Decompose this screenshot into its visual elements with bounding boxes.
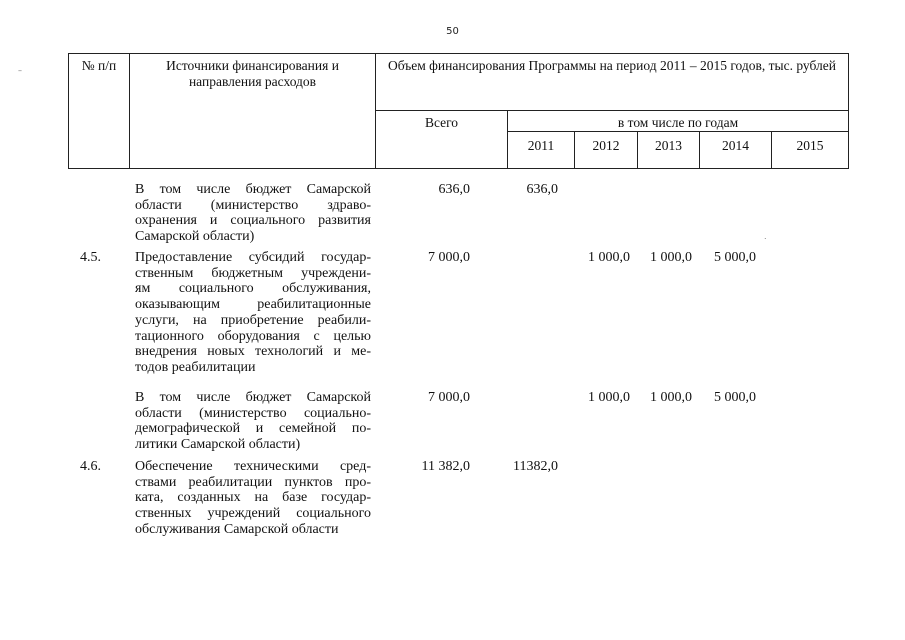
text-line: услуги, на приобретение реабили-	[135, 312, 371, 328]
header-col-by-year: в том числе по годам	[508, 111, 849, 132]
row-value-2012: 1 000,0	[588, 390, 630, 405]
text-line: области (министерство здраво-	[135, 197, 371, 213]
text-line: обслуживания Самарской области	[135, 521, 339, 537]
text-line: демографической и семейной по-	[135, 421, 371, 437]
row-description	[135, 250, 371, 376]
header-col-num: № п/п	[69, 54, 130, 169]
header-year: 2013	[638, 131, 700, 168]
header-col-volume: Объем финансирования Программы на период 2011 – 2015 годов, тыс. рублей	[376, 54, 849, 111]
header-year: 2011	[508, 131, 575, 168]
text-line: Предоставление субсидий государ-	[135, 250, 371, 265]
row-value-2012: 1 000,0	[588, 250, 630, 265]
header-table	[68, 53, 849, 169]
text-line: ям социального обслуживания,	[135, 281, 371, 297]
row-number: 4.5.	[80, 250, 101, 265]
text-line: В том числе бюджет Самарской	[135, 390, 371, 405]
row-description	[135, 182, 371, 245]
text-line: внедрения новых технологий и ме-	[135, 344, 371, 360]
header-year: 2015	[772, 131, 849, 168]
row-value-2013: 1 000,0	[650, 250, 692, 265]
row-value-2011: 636,0	[526, 182, 558, 197]
text-line: В том числе бюджет Самарской	[135, 182, 371, 197]
row-value-2014: 5 000,0	[714, 250, 756, 265]
header-col-source: Источники финансирования и направления расходов	[130, 54, 376, 169]
text-line: литики Самарской области)	[135, 437, 301, 453]
text-line: тационного оборудования с целью	[135, 328, 371, 344]
page-number: 50	[446, 26, 459, 37]
text-line: ственных учреждений социального	[135, 506, 371, 522]
text-line: тодов реабилитации	[135, 359, 256, 375]
row-total: 7 000,0	[428, 390, 470, 405]
text-line: области (министерство социально-	[135, 405, 371, 421]
row-value-2011: 11382,0	[513, 459, 558, 474]
text-line: Обеспечение техническими сред-	[135, 459, 371, 474]
row-total: 11 382,0	[421, 459, 470, 474]
text-line: охранения и социального развития	[135, 213, 371, 229]
row-total: 7 000,0	[428, 250, 470, 265]
scan-mark: –	[18, 66, 22, 75]
row-value-2014: 5 000,0	[714, 390, 756, 405]
row-value-2013: 1 000,0	[650, 390, 692, 405]
text-line: оказывающим реабилитационные	[135, 297, 371, 313]
text-line: ката, созданных на базе государ-	[135, 490, 371, 506]
header-col-total: Всего	[376, 111, 508, 169]
scan-mark: .	[764, 232, 767, 241]
text-line: ствами реабилитации пунктов про-	[135, 474, 371, 490]
header-year: 2014	[700, 131, 772, 168]
header-year: 2012	[575, 131, 638, 168]
row-description	[135, 459, 371, 538]
row-total: 636,0	[438, 182, 470, 197]
text-line: ственным бюджетным учреждени-	[135, 265, 371, 281]
row-number: 4.6.	[80, 459, 101, 474]
row-description	[135, 390, 371, 453]
text-line: Самарской области)	[135, 229, 255, 245]
